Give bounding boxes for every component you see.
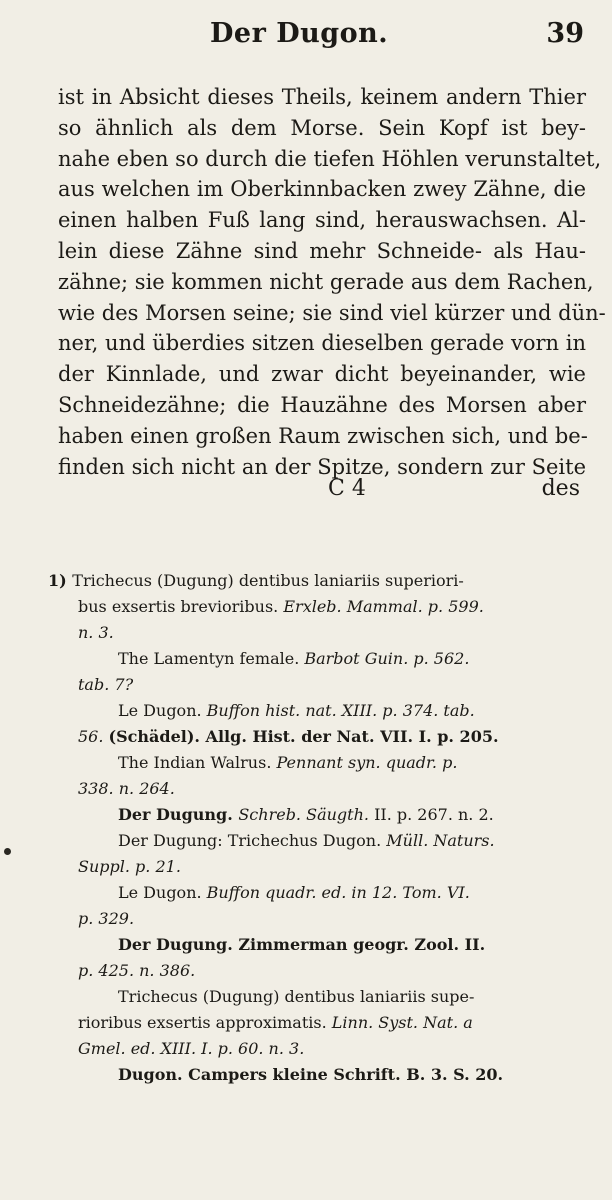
text-line: finden sich nicht an der Spitze, sondern zur Seite (58, 454, 586, 479)
footnote-entry (48, 698, 590, 750)
citation-text: Suppl. p. 21. (78, 857, 181, 876)
footnote (48, 568, 590, 1088)
text-line: Schneidezähne; die Hauzähne des Morsen aber (58, 392, 586, 417)
footnote-line (48, 568, 590, 594)
footnote-text: II. p. 267. n. 2. (374, 805, 494, 824)
footnote-line (48, 672, 590, 698)
footnote-text: 1) (48, 571, 73, 590)
footnote-line (48, 1010, 590, 1036)
footnote-line (48, 958, 590, 984)
citation-text: p. 425. n. 386. (78, 961, 196, 980)
text-line: so ähnlich als dem Morse. Sein Kopf ist bey- (58, 115, 586, 140)
footnote-entry (48, 646, 590, 698)
ink-spot (4, 848, 11, 855)
footnote-line (48, 594, 590, 620)
text-line: ist in Absicht dieses Theils, keinem andern Thier (58, 85, 586, 109)
footnote-text: Le Dugon. (118, 883, 207, 902)
footnote-entry (48, 750, 590, 802)
footnote-text: Le Dugon. (118, 701, 207, 720)
citation-text: 56. (78, 727, 109, 746)
text-line: einen halben Fuß lang sind, herauswachsen. Al- (58, 208, 586, 233)
text-line: wie des Morsen seine; sie sind viel kürzer und dün- (58, 300, 606, 325)
citation-text: Barbot Guin. p. 562. (304, 649, 470, 668)
citation-text: Pennant syn. quadr. p. (276, 753, 458, 772)
footnote-line (48, 828, 590, 854)
citation-text: n. 3. (78, 623, 114, 642)
page-number: 39 (546, 18, 584, 49)
citation-text: Linn. Syst. Nat. a (331, 1013, 473, 1032)
citation-text: Schreb. Säugth. (238, 805, 375, 824)
footnote-line (48, 776, 590, 802)
text-line: zähne; sie kommen nicht gerade aus dem Rachen, (58, 269, 594, 294)
footnote-text: Zimmerman geogr. Zool. II. (238, 935, 486, 954)
footnote-text: bus exsertis brevioribus. (78, 597, 284, 616)
catchword: des (541, 476, 580, 501)
page-header (0, 18, 612, 58)
footnote-line (48, 620, 590, 646)
footnote-entry (48, 828, 590, 880)
footnote-line (48, 1036, 590, 1062)
citation-text: Erxleb. Mammal. p. 599. (283, 597, 484, 616)
footnote-line (48, 698, 590, 724)
text-line: lein diese Zähne sind mehr Schneide- als Hau- (58, 238, 586, 263)
footnote-text: Dugon. Campers kleine Schrift. B. 3. S. 20. (118, 1065, 504, 1084)
text-line: aus welchen im Oberkinnbacken zwey Zähne, die (58, 177, 586, 202)
citation-text: p. 329. (78, 909, 135, 928)
footnote-line (48, 880, 590, 906)
footnote-text: The Indian Walrus. (118, 753, 277, 772)
footnote-text: Trichecus (Dugung) dentibus laniariis superiori- (72, 571, 464, 590)
footnote-line (48, 984, 590, 1010)
citation-text: Buffon quadr. ed. in 12. Tom. VI. (206, 883, 470, 902)
footnote-text: Der Dugung: Trichechus Dugon. (118, 831, 387, 850)
citation-text: Gmel. ed. XIII. I. p. 60. n. 3. (78, 1039, 305, 1058)
footnote-line (48, 724, 590, 750)
signature-mark: C 4 (328, 476, 366, 501)
footnote-entry (48, 984, 590, 1062)
footnote-entry (48, 568, 590, 646)
running-title: Der Dugon. (210, 18, 389, 49)
footnote-line (48, 1062, 590, 1088)
footnote-text: rioribus exsertis approximatis. (78, 1013, 332, 1032)
footnote-text: Der Dugung. (118, 805, 239, 824)
text-line: haben einen großen Raum zwischen sich, und be- (58, 423, 588, 448)
citation-text: tab. 7? (78, 675, 134, 694)
footnote-line (48, 906, 590, 932)
footnote-text: Der Dugung. (118, 935, 239, 954)
citation-text: 338. n. 264. (78, 779, 175, 798)
footnote-entry (48, 932, 590, 984)
footnote-text: Trichecus (Dugung) dentibus laniariis supe- (118, 987, 475, 1006)
footnote-entry (48, 802, 590, 828)
footnote-text: (Schädel). Allg. Hist. der Nat. VII. I. p. 205. (108, 727, 499, 746)
footnote-text: The Lamentyn female. (118, 649, 305, 668)
footnote-entry (48, 880, 590, 932)
footnote-line (48, 854, 590, 880)
footnote-line (48, 750, 590, 776)
text-line: nahe eben so durch die tiefen Höhlen verunstaltet, (58, 146, 602, 171)
footnote-entry (48, 1062, 590, 1088)
catchline (0, 476, 612, 506)
main-text (58, 82, 606, 482)
text-line: der Kinnlade, und zwar dicht beyeinander, wie (58, 362, 586, 387)
footnote-line (48, 802, 590, 828)
footnote-line (48, 646, 590, 672)
text-line: ner, und überdies sitzen dieselben gerade vorn in (58, 331, 586, 356)
footnote-line (48, 932, 590, 958)
citation-text: Müll. Naturs. (386, 831, 495, 850)
citation-text: Buffon hist. nat. XIII. p. 374. tab. (206, 701, 475, 720)
